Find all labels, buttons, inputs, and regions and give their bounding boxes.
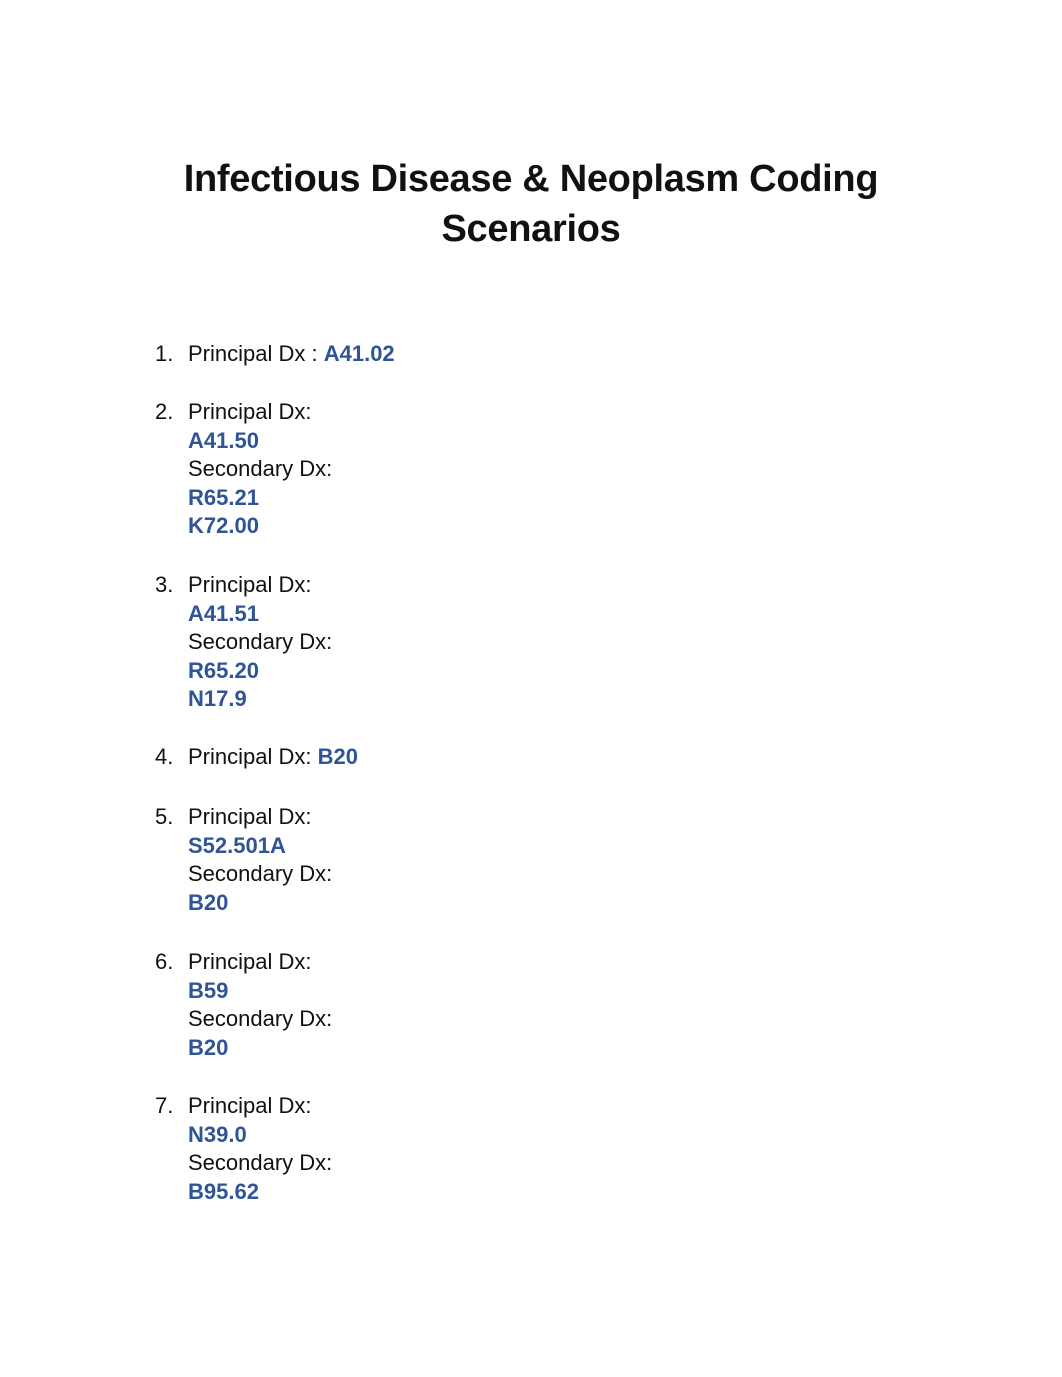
secondary-code: R65.20 [188, 657, 259, 683]
principal-code: A41.51 [188, 600, 259, 626]
page-title: Infectious Disease & Neoplasm Coding Scenarios [183, 158, 879, 250]
secondary-label: Secondary Dx: [188, 456, 333, 481]
item-number: 3. [155, 572, 174, 597]
secondary-code: R65.21 [188, 484, 259, 510]
secondary-label: Secondary Dx: [188, 1150, 333, 1175]
item-number: 4. [155, 744, 174, 769]
secondary-label: Secondary Dx: [188, 1006, 333, 1031]
principal-label: Principal Dx: [188, 399, 312, 424]
principal-code: B20 [317, 744, 358, 769]
secondary-code: K72.00 [188, 513, 259, 538]
principal-label: Principal Dx: [188, 572, 312, 597]
principal-label: Principal Dx: [188, 744, 318, 769]
principal-code: N39.0 [188, 1121, 247, 1147]
principal-code: B59 [188, 977, 229, 1003]
principal-label: Principal Dx : [188, 341, 324, 366]
secondary-label: Secondary Dx: [188, 861, 333, 886]
item-number: 6. [155, 949, 174, 974]
item-number: 2. [155, 399, 174, 424]
item-number: 1. [155, 341, 174, 366]
item-number: 5. [155, 804, 174, 829]
secondary-code: N17.9 [188, 686, 247, 711]
secondary-code: B20 [188, 1034, 229, 1060]
principal-code: A41.02 [323, 341, 395, 366]
secondary-code: B95.62 [188, 1178, 259, 1204]
secondary-code: B20 [188, 889, 229, 915]
principal-code: S52.501A [188, 832, 286, 858]
principal-code: A41.50 [188, 427, 259, 453]
principal-label: Principal Dx: [188, 804, 312, 829]
secondary-label: Secondary Dx: [188, 629, 333, 654]
principal-label: Principal Dx: [188, 1093, 312, 1118]
principal-label: Principal Dx: [188, 949, 312, 974]
item-number: 7. [155, 1093, 174, 1118]
